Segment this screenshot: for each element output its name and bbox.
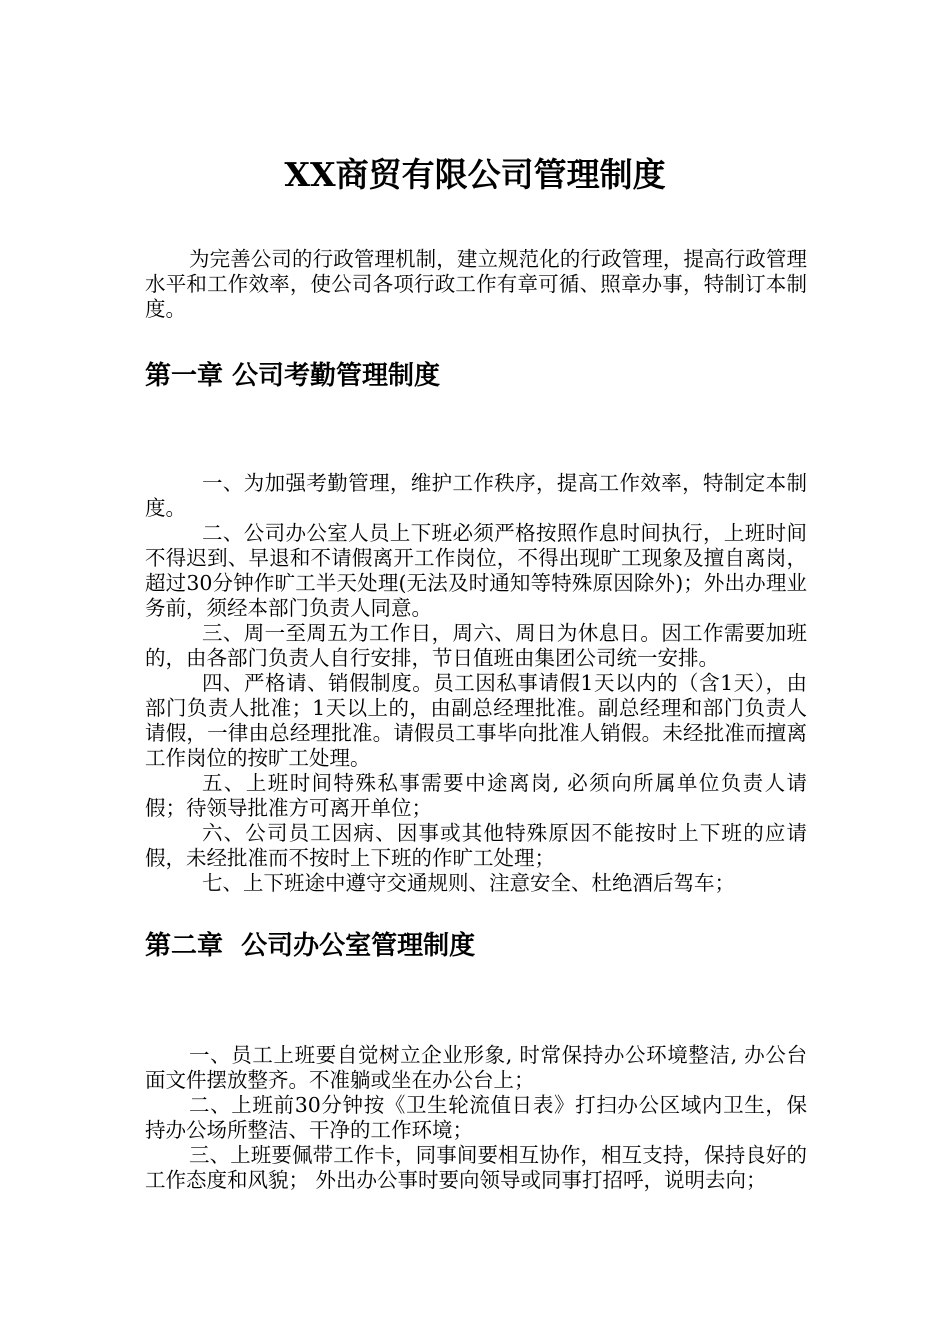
chapter2-heading: 第二章 公司办公室管理制度 xyxy=(145,931,476,961)
chapter1-item: 五、上班时间特殊私事需要中途离岗, 必须向所属单位负责人请假；待领导批准方可离开单位； xyxy=(145,771,807,820)
chapter1-item: 一、为加强考勤管理，维护工作秩序，提高工作效率，特制定本制度。 xyxy=(145,471,807,520)
chapter2-item: 二、上班前30分钟按《卫生轮流值日表》打扫办公区域内卫生，保持办公场所整洁、干净的工作环境； xyxy=(145,1093,807,1142)
document-title: XX商贸有限公司管理制度 xyxy=(284,155,666,194)
chapter1-body xyxy=(145,471,807,896)
chapter1-item: 四、严格请、销假制度。员工因私事请假1天以内的（含1天），由部门负责人批准；1天以上的，由副总经理批准。副总经理和部门负责人请假，一律由总经理批准。请假员工事毕向批准人销假。未经批准而擅离工作岗位的按旷工处理。 xyxy=(145,671,807,770)
chapter1-item: 七、上下班途中遵守交通规则、注意安全、杜绝酒后驾车； xyxy=(202,871,735,895)
intro-section xyxy=(145,247,807,322)
chapter1-item: 三、周一至周五为工作日，周六、周日为休息日。因工作需要加班的，由各部门负责人自行安排，节日值班由集团公司统一安排。 xyxy=(145,621,807,670)
chapter1-item: 六、公司员工因病、因事或其他特殊原因不能按时上下班的应请假，未经批准而不按时上下班的作旷工处理； xyxy=(145,821,807,870)
chapter1-item: 二、公司办公室人员上下班必须严格按照作息时间执行，上班时间不得迟到、早退和不请假离开工作岗位，不得出现旷工现象及擅自离岗，超过30分钟作旷工半天处理(无法及时通知等特殊原因除外)；外出办理业务前，须经本部门负责人同意。 xyxy=(145,521,807,620)
chapter2-body xyxy=(145,1043,807,1193)
intro-paragraph: 为完善公司的行政管理机制，建立规范化的行政管理，提高行政管理水平和工作效率，使公司各项行政工作有章可循、照章办事，特制订本制度。 xyxy=(145,247,807,321)
chapter2-item: 一、员工上班要自觉树立企业形象, 时常保持办公环境整洁, 办公台面文件摆放整齐。不准躺或坐在办公台上； xyxy=(145,1043,807,1092)
chapter2-item: 三、上班要佩带工作卡，同事间要相互协作，相互支持，保持良好的工作态度和风貌； 外出办公事时要向领导或同事打招呼，说明去向； xyxy=(145,1143,807,1192)
chapter1-heading: 第一章 公司考勤管理制度 xyxy=(145,361,441,391)
